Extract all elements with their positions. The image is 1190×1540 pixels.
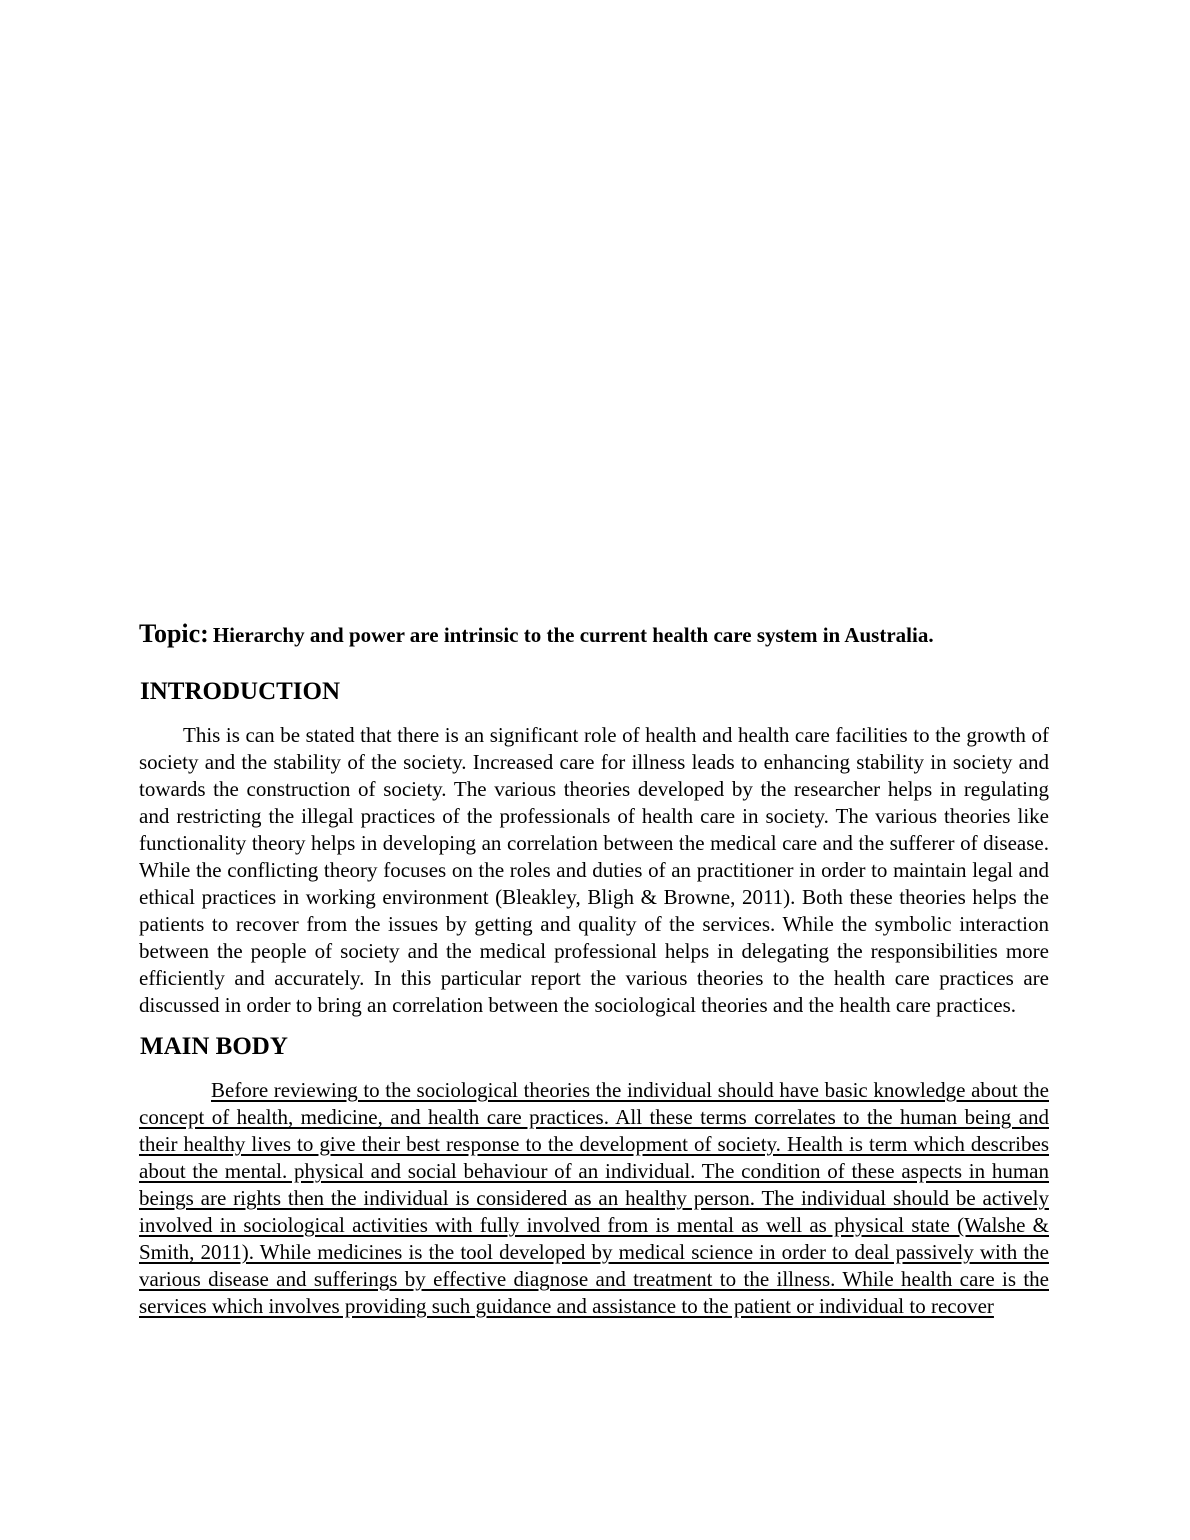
topic-line bbox=[139, 618, 1049, 654]
main-body-paragraph: Before reviewing to the sociological theories the individual should have basic knowledge about the concept of health, medicine, and health care practices. All these terms correlates to the human being and their healthy lives to give their best response to the development of society. Health is term which describes about the mental. physical and social behaviour of an individual. The condition of these aspects in human beings are rights then the individual is considered as an healthy person. The individual should be actively involved in sociological activities with fully involved from is mental as well as physical state (Walshe & Smith, 2011). While medicines is the tool developed by medical science in order to deal passively with the various disease and sufferings by effective diagnose and treatment to the illness. While health care is the services which involves providing such guidance and assistance to the patient or individual to recover bbox=[139, 1078, 1049, 1318]
document-content bbox=[139, 618, 1049, 1332]
topic-label: Topic: bbox=[139, 619, 209, 648]
introduction-paragraph: This is can be stated that there is an significant role of health and health care facilities to the growth of society and the stability of the society. Increased care for illness leads to enhancing stability in society and towards the construction of society. The various theories developed by the researcher helps in regulating and restricting the illegal practices of the professionals of health care in society. The various theories like functionality theory helps in developing an correlation between the medical care and the sufferer of disease. While the conflicting theory focuses on the roles and duties of an practitioner in order to maintain legal and ethical practices in working environment (Bleakley, Bligh & Browne, 2011). Both these theories helps the patients to recover from the issues by getting and quality of the services. While the symbolic interaction between the people of society and the medical professional helps in delegating the responsibilities more efficiently and accurately. In this particular report the various theories to the health care practices are discussed in order to bring an correlation between the sociological theories and the health care practices. bbox=[139, 723, 1049, 1017]
topic-title: Hierarchy and power are intrinsic to the current health care system in Australia. bbox=[212, 623, 934, 647]
introduction-heading: INTRODUCTION bbox=[140, 678, 341, 705]
main-body-heading: MAIN BODY bbox=[140, 1033, 288, 1060]
